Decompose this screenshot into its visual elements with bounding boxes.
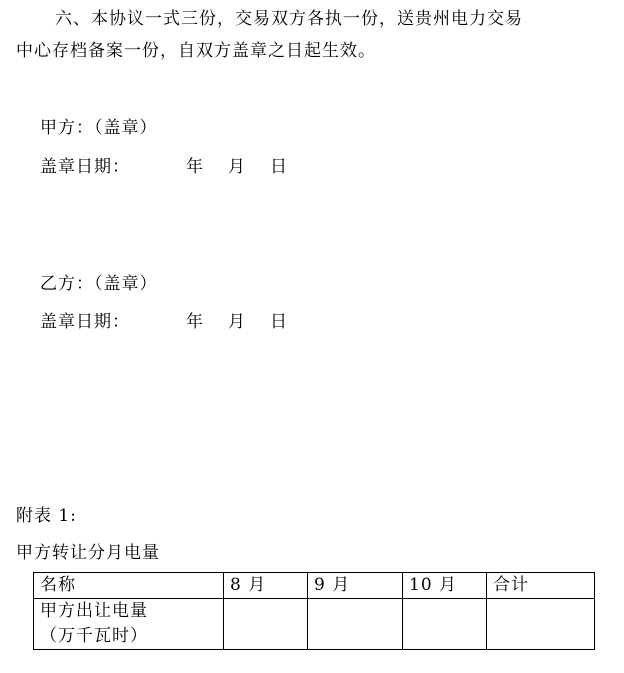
party-b-seal-date — [40, 311, 288, 333]
header-name: 名称 — [34, 573, 224, 599]
day-label: 日 — [270, 312, 288, 332]
monthly-volume-table — [33, 572, 595, 650]
party-b-seal-label: 乙方：（盖章） — [40, 274, 158, 294]
seal-date-label: 盖章日期： — [40, 312, 130, 332]
year-label: 年 — [186, 312, 204, 332]
table-header-row — [34, 573, 595, 599]
row-name-line-1: 甲方出让电量 — [40, 601, 148, 621]
header-sep: 9 月 — [308, 573, 403, 599]
day-label: 日 — [270, 157, 288, 177]
table-title: 甲方转让分月电量 — [16, 543, 160, 563]
appendix-label: 附表 1: — [16, 506, 77, 526]
month-label: 月 — [228, 157, 246, 177]
row-name-line-2: （万千瓦时） — [40, 626, 148, 646]
clause-line-1: 六、本协议一式三份，交易双方各执一份，送贵州电力交易 — [55, 9, 523, 29]
seal-date-label: 盖章日期： — [40, 157, 130, 177]
party-a-seal-label: 甲方：（盖章） — [40, 118, 158, 138]
party-a-seal-date — [40, 156, 288, 178]
cell-aug — [224, 599, 308, 650]
table-row — [34, 599, 595, 650]
cell-total — [487, 599, 595, 650]
cell-oct — [403, 599, 487, 650]
header-aug: 8 月 — [224, 573, 308, 599]
clause-line-2: 中心存档备案一份，自双方盖章之日起生效。 — [16, 41, 376, 61]
cell-sep — [308, 599, 403, 650]
header-total: 合计 — [487, 573, 595, 599]
year-label: 年 — [186, 157, 204, 177]
month-label: 月 — [228, 312, 246, 332]
header-oct: 10 月 — [403, 573, 487, 599]
row-name-cell — [34, 599, 224, 650]
